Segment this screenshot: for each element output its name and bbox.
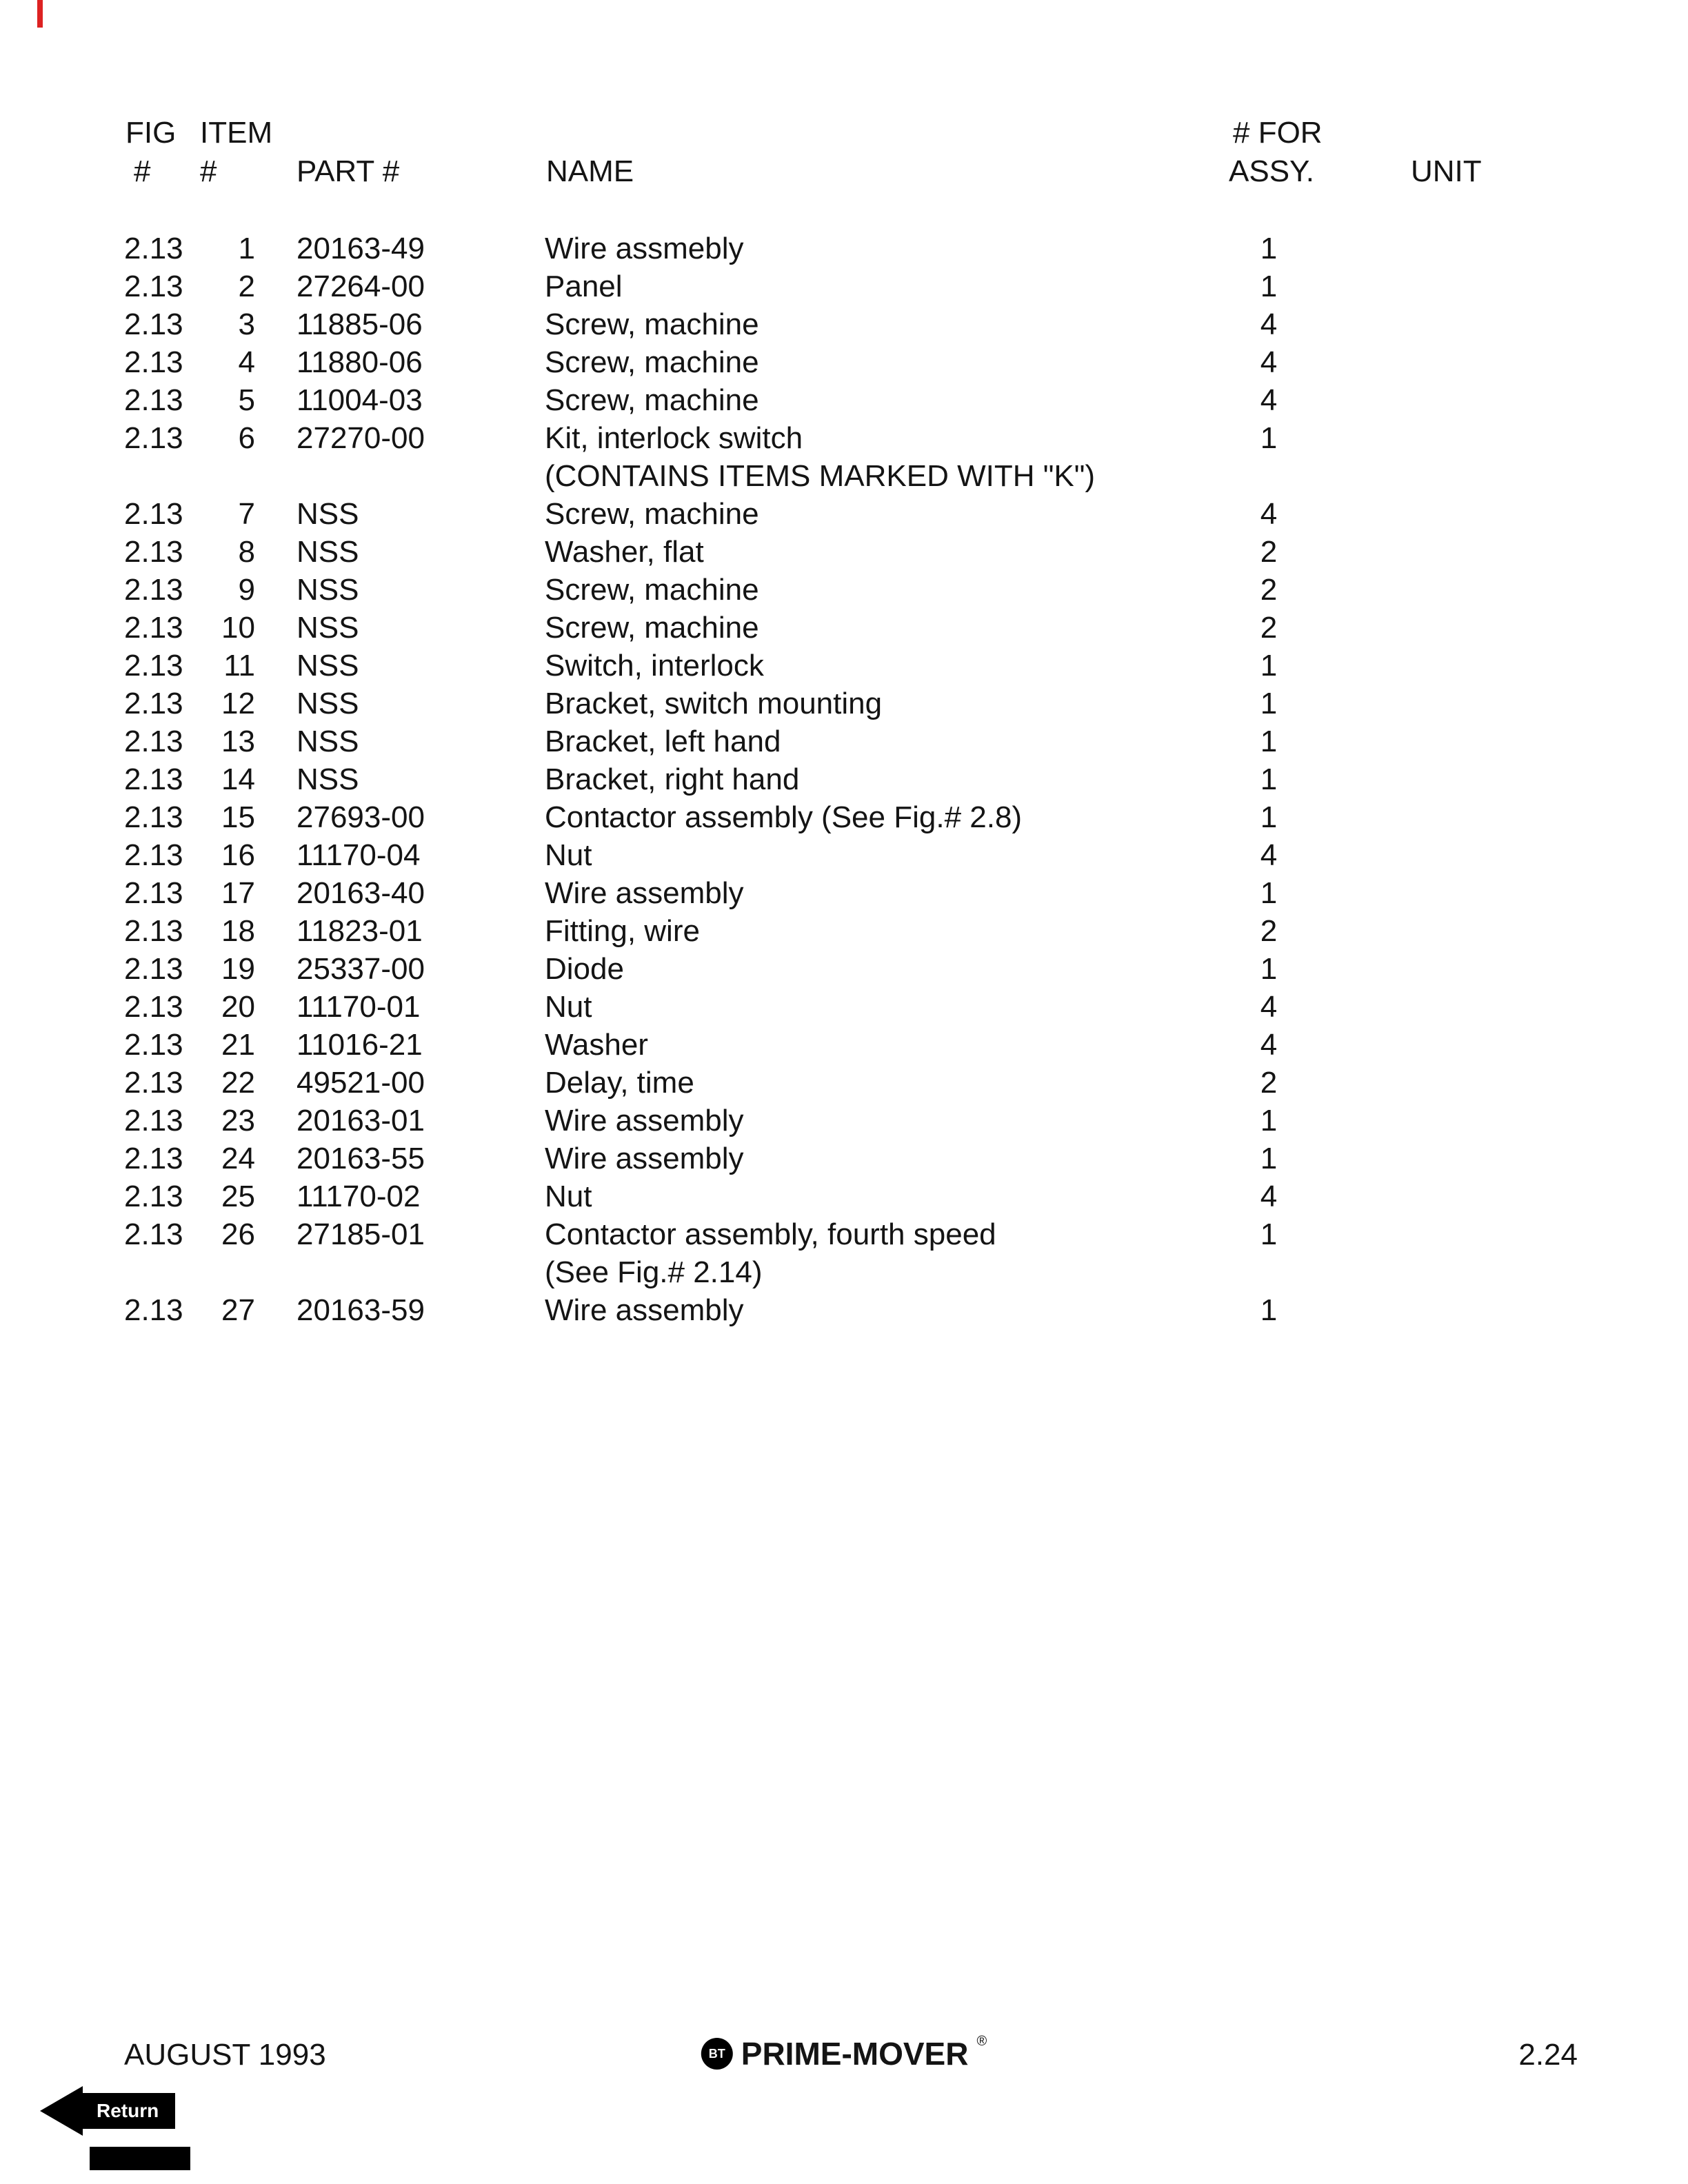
table-row: [124, 762, 1600, 800]
part-name: Nut: [545, 1180, 592, 1213]
part-name: Panel: [545, 270, 623, 303]
item-number: 12: [221, 687, 255, 720]
part-number: NSS: [297, 725, 359, 758]
part-name: Wire assmebly: [545, 232, 744, 265]
qty-for-assy: 1: [1260, 649, 1278, 682]
fig-number: 2.13: [124, 307, 183, 341]
part-name: Wire assembly: [545, 1104, 744, 1138]
table-row: [124, 345, 1600, 383]
part-name: Delay, time: [545, 1066, 694, 1100]
qty-for-assy: 1: [1260, 421, 1278, 455]
header-assy: ASSY.: [1229, 154, 1314, 188]
part-name: Screw, machine: [545, 497, 759, 531]
item-number: 19: [221, 952, 255, 986]
qty-for-assy: 1: [1260, 270, 1278, 303]
table-row: [124, 687, 1600, 725]
fig-number: 2.13: [124, 1142, 183, 1175]
item-number: 20: [221, 990, 255, 1024]
part-name: Switch, interlock: [545, 649, 764, 682]
part-number: 20163-49: [297, 232, 425, 265]
part-name: Screw, machine: [545, 307, 759, 341]
part-name: Screw, machine: [545, 573, 759, 607]
fig-number: 2.13: [124, 1104, 183, 1138]
part-name: Kit, interlock switch: [545, 421, 803, 455]
part-number: 27185-01: [297, 1217, 425, 1251]
table-row: [124, 952, 1600, 990]
table-row-continuation: [124, 1255, 1600, 1293]
part-number: 49521-00: [297, 1066, 425, 1100]
fig-number: 2.13: [124, 838, 183, 872]
return-button[interactable]: [40, 2086, 175, 2136]
table-row: [124, 232, 1600, 270]
part-name: Fitting, wire: [545, 914, 700, 948]
qty-for-assy: 4: [1260, 1180, 1278, 1213]
item-number: 6: [238, 421, 255, 455]
item-number: 18: [221, 914, 255, 948]
qty-for-assy: 4: [1260, 497, 1278, 531]
part-name: Screw, machine: [545, 383, 759, 417]
item-number: 4: [238, 345, 255, 379]
part-number: 11170-04: [297, 838, 421, 872]
table-row: [124, 270, 1600, 307]
fig-number: 2.13: [124, 611, 183, 645]
fig-number: 2.13: [124, 497, 183, 531]
qty-for-assy: 2: [1260, 1066, 1278, 1100]
qty-for-assy: 2: [1260, 535, 1278, 569]
qty-for-assy: 4: [1260, 383, 1278, 417]
qty-for-assy: 4: [1260, 838, 1278, 872]
page-footer: [0, 2033, 1688, 2086]
table-row: [124, 421, 1600, 459]
header-for: # FOR: [1233, 116, 1323, 150]
part-number: 11823-01: [297, 914, 423, 948]
qty-for-assy: 1: [1260, 725, 1278, 758]
item-number: 15: [221, 800, 255, 834]
item-number: 7: [238, 497, 255, 531]
part-name: Contactor assembly (See Fig.# 2.8): [545, 800, 1023, 834]
item-number: 21: [221, 1028, 255, 1062]
item-number: 17: [221, 876, 255, 910]
table-row: [124, 725, 1600, 762]
part-number: 25337-00: [297, 952, 425, 986]
table-row: [124, 914, 1600, 952]
part-number: NSS: [297, 535, 359, 569]
fig-number: 2.13: [124, 649, 183, 682]
table-row: [124, 383, 1600, 421]
fig-number: 2.13: [124, 232, 183, 265]
item-number: 27: [221, 1293, 255, 1327]
fig-number: 2.13: [124, 762, 183, 796]
part-name: Wire assembly: [545, 1293, 744, 1327]
item-number: 8: [238, 535, 255, 569]
table-row: [124, 1104, 1600, 1142]
qty-for-assy: 4: [1260, 345, 1278, 379]
footer-page-number: 2.24: [1518, 2038, 1578, 2072]
table-row: [124, 611, 1600, 649]
fig-number: 2.13: [124, 1180, 183, 1213]
qty-for-assy: 1: [1260, 762, 1278, 796]
table-row-continuation: [124, 459, 1600, 497]
fig-number: 2.13: [124, 421, 183, 455]
item-number: 10: [221, 611, 255, 645]
part-number: 11016-21: [297, 1028, 423, 1062]
item-number: 1: [238, 232, 255, 265]
table-row: [124, 497, 1600, 535]
header-unit: UNIT: [1411, 154, 1482, 188]
qty-for-assy: 1: [1260, 687, 1278, 720]
qty-for-assy: 1: [1260, 800, 1278, 834]
fig-number: 2.13: [124, 345, 183, 379]
part-number: 11880-06: [297, 345, 423, 379]
item-number: 23: [221, 1104, 255, 1138]
part-number: 11170-02: [297, 1180, 421, 1213]
part-name: Wire assembly: [545, 876, 744, 910]
part-name-continuation: (CONTAINS ITEMS MARKED WITH "K"): [545, 459, 1095, 493]
fig-number: 2.13: [124, 1217, 183, 1251]
qty-for-assy: 2: [1260, 611, 1278, 645]
fig-number: 2.13: [124, 1028, 183, 1062]
qty-for-assy: 2: [1260, 573, 1278, 607]
item-number: 14: [221, 762, 255, 796]
item-number: 16: [221, 838, 255, 872]
fig-number: 2.13: [124, 573, 183, 607]
qty-for-assy: 1: [1260, 876, 1278, 910]
item-number: 26: [221, 1217, 255, 1251]
fig-number: 2.13: [124, 800, 183, 834]
part-name: Nut: [545, 990, 592, 1024]
fig-number: 2.13: [124, 270, 183, 303]
part-number: 11885-06: [297, 307, 423, 341]
fig-number: 2.13: [124, 1066, 183, 1100]
header-fig: FIG: [125, 116, 177, 150]
item-number: 9: [238, 573, 255, 607]
part-name: Wire assembly: [545, 1142, 744, 1175]
page-edge-bar: [90, 2147, 190, 2170]
item-number: 3: [238, 307, 255, 341]
part-number: 20163-59: [297, 1293, 425, 1327]
part-name: Screw, machine: [545, 345, 759, 379]
parts-table: [124, 232, 1600, 1331]
part-number: NSS: [297, 573, 359, 607]
item-number: 13: [221, 725, 255, 758]
fig-number: 2.13: [124, 990, 183, 1024]
part-number: NSS: [297, 497, 359, 531]
part-number: 27270-00: [297, 421, 425, 455]
prime-mover-logo: [701, 2035, 987, 2072]
fig-number: 2.13: [124, 383, 183, 417]
qty-for-assy: 4: [1260, 990, 1278, 1024]
part-number: 11170-01: [297, 990, 421, 1024]
item-number: 2: [238, 270, 255, 303]
part-name: Screw, machine: [545, 611, 759, 645]
header-part: PART #: [297, 154, 400, 188]
part-name: Contactor assembly, fourth speed: [545, 1217, 996, 1251]
header-item-hash: #: [200, 154, 217, 188]
table-row: [124, 1217, 1600, 1255]
table-row: [124, 800, 1600, 838]
part-number: NSS: [297, 687, 359, 720]
table-row: [124, 1028, 1600, 1066]
table-row: [124, 1066, 1600, 1104]
part-name: Bracket, switch mounting: [545, 687, 883, 720]
table-row: [124, 1293, 1600, 1331]
part-number: 20163-40: [297, 876, 425, 910]
part-number: NSS: [297, 611, 359, 645]
table-row: [124, 1142, 1600, 1180]
scan-artifact-red-mark: [37, 0, 43, 28]
header-item: ITEM: [200, 116, 273, 150]
parts-table-body: [124, 232, 1600, 1331]
registered-trademark-symbol: ®: [976, 2033, 987, 2049]
part-name: Washer, flat: [545, 535, 704, 569]
fig-number: 2.13: [124, 1293, 183, 1327]
item-number: 24: [221, 1142, 255, 1175]
bt-logo-badge-icon: BT: [701, 2038, 733, 2070]
fig-number: 2.13: [124, 725, 183, 758]
part-name: Bracket, right hand: [545, 762, 800, 796]
part-name: Washer: [545, 1028, 648, 1062]
fig-number: 2.13: [124, 952, 183, 986]
table-row: [124, 838, 1600, 876]
part-number: 27264-00: [297, 270, 425, 303]
part-name: Diode: [545, 952, 624, 986]
qty-for-assy: 1: [1260, 952, 1278, 986]
return-arrow-icon: [40, 2086, 83, 2136]
table-row: [124, 573, 1600, 611]
qty-for-assy: 1: [1260, 1142, 1278, 1175]
table-row: [124, 535, 1600, 573]
qty-for-assy: 1: [1260, 1293, 1278, 1327]
qty-for-assy: 4: [1260, 1028, 1278, 1062]
part-name-continuation: (See Fig.# 2.14): [545, 1255, 763, 1289]
return-label: Return: [80, 2093, 175, 2129]
header-name: NAME: [546, 154, 634, 188]
item-number: 25: [221, 1180, 255, 1213]
item-number: 5: [238, 383, 255, 417]
qty-for-assy: 1: [1260, 1104, 1278, 1138]
qty-for-assy: 2: [1260, 914, 1278, 948]
item-number: 22: [221, 1066, 255, 1100]
logo-wordmark: PRIME-MOVER: [741, 2036, 969, 2072]
qty-for-assy: 4: [1260, 307, 1278, 341]
table-row: [124, 876, 1600, 914]
table-row: [124, 307, 1600, 345]
fig-number: 2.13: [124, 687, 183, 720]
fig-number: 2.13: [124, 876, 183, 910]
fig-number: 2.13: [124, 914, 183, 948]
part-name: Bracket, left hand: [545, 725, 781, 758]
footer-date: AUGUST 1993: [124, 2038, 326, 2072]
part-number: 20163-55: [297, 1142, 425, 1175]
table-row: [124, 649, 1600, 687]
header-fig-hash: #: [134, 154, 151, 188]
item-number: 11: [223, 649, 255, 682]
fig-number: 2.13: [124, 535, 183, 569]
part-number: 20163-01: [297, 1104, 425, 1138]
qty-for-assy: 1: [1260, 232, 1278, 265]
part-number: 27693-00: [297, 800, 425, 834]
part-name: Nut: [545, 838, 592, 872]
part-number: 11004-03: [297, 383, 423, 417]
part-number: NSS: [297, 762, 359, 796]
part-number: NSS: [297, 649, 359, 682]
qty-for-assy: 1: [1260, 1217, 1278, 1251]
table-row: [124, 990, 1600, 1028]
table-row: [124, 1180, 1600, 1217]
